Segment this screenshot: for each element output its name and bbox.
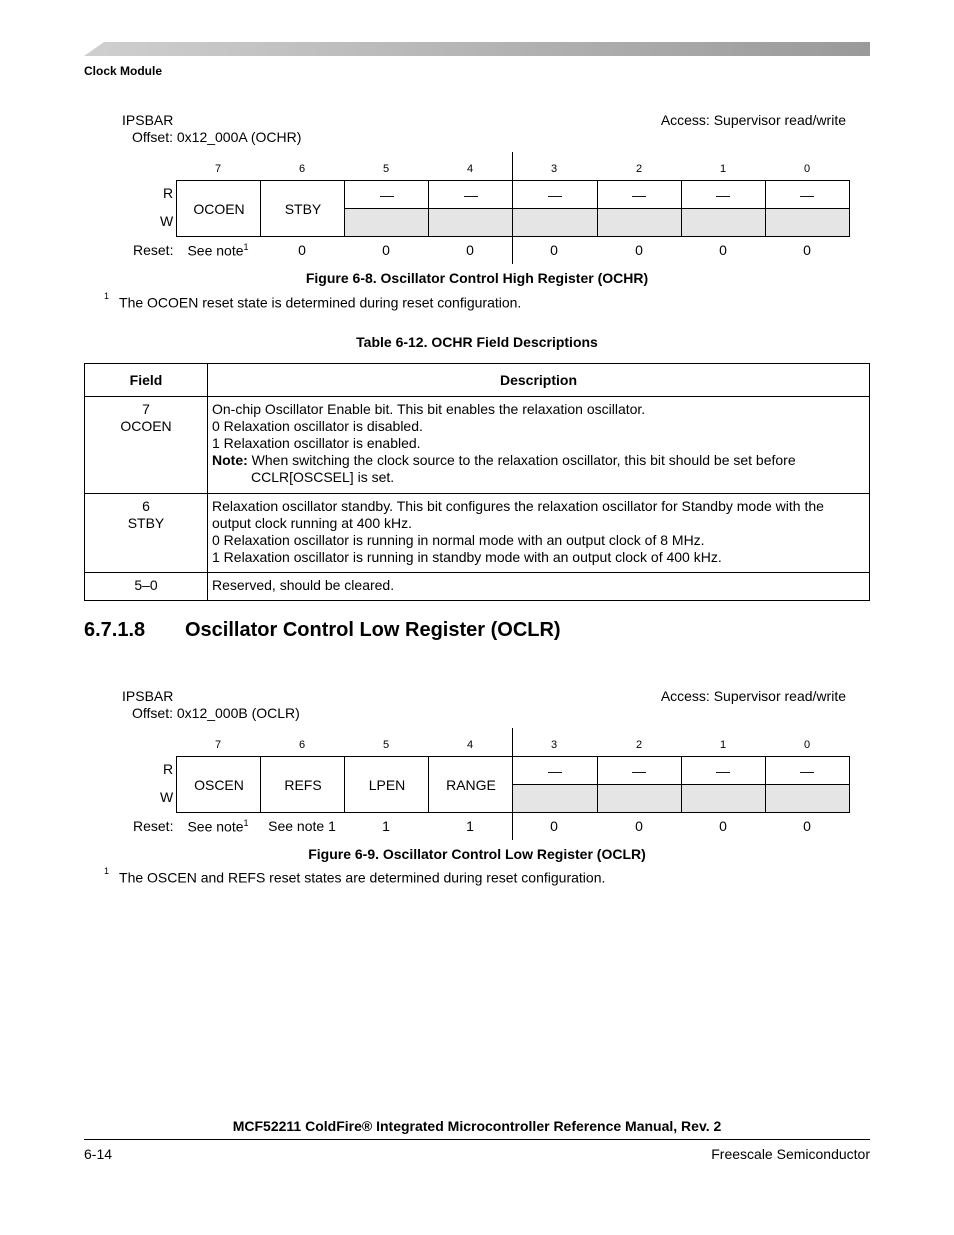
table-row: [85, 573, 870, 601]
bit-number: 6: [298, 163, 306, 175]
table-row: [85, 397, 870, 494]
column-header-field: Field: [85, 364, 208, 397]
reg-base: IPSBAR: [122, 688, 174, 704]
header-bar: [84, 42, 870, 56]
description-cell: On-chip Oscillator Enable bit. This bit enables the relaxation oscillator. 0 Relaxation oscillator is disabled. 1 Relaxation oscillator is enabled. Note: When switching the clock source to the relaxation oscillator, this bit should be set before CCLR[OSCSEL] is set.: [208, 397, 870, 494]
reg-access: Access: Supervisor read/write: [660, 112, 846, 128]
reset-value: 0: [803, 818, 811, 834]
bit-number: 0: [803, 163, 811, 175]
register-box: [176, 180, 850, 237]
description-cell: Reserved, should be cleared.: [208, 573, 870, 601]
reg-offset: Offset: 0x12_000A (OCHR): [132, 129, 302, 145]
bit-number: 1: [719, 163, 727, 175]
reg-access: Access: Supervisor read/write: [660, 688, 846, 704]
bit-number: 3: [550, 163, 558, 175]
field-lpen: LPEN: [368, 776, 406, 793]
field-refs: REFS: [284, 776, 322, 793]
field-cell: 7 OCOEN: [85, 397, 208, 494]
reset-value: 0: [550, 242, 558, 258]
reset-value: 0: [635, 242, 643, 258]
footer-rule: [84, 1139, 870, 1140]
reset-value: See note$^1$: [187, 242, 249, 259]
read-label: R: [163, 185, 174, 201]
reset-value: 0: [635, 818, 643, 834]
description-cell: Relaxation oscillator standby. This bit configures the relaxation oscillator for Standby mode with the output clock running at 400 kHz. 0 Relaxation oscillator is running in normal mode with an output clock of 8 MHz. 1 Relaxation oscillator is running in standby mode with an output clock of 400 kHz.: [208, 494, 870, 573]
field-reserved-read: —: [464, 186, 478, 203]
bit-number: 2: [635, 163, 643, 175]
write-label: W: [160, 213, 174, 229]
bit-number: 5: [382, 163, 390, 175]
field-reserved-read: —: [800, 186, 814, 203]
bit-number: 4: [466, 739, 474, 751]
figure-caption: Figure 6-9. Oscillator Control Low Register (OCLR): [308, 846, 646, 862]
read-label: R: [163, 761, 174, 777]
field-reserved-read: —: [380, 186, 394, 203]
reset-value: See note$^1$: [187, 818, 249, 835]
table-header-row: [85, 364, 870, 397]
field-reserved-read: —: [716, 762, 730, 779]
section-label: Clock Module: [84, 64, 163, 78]
field-reserved-read: —: [800, 762, 814, 779]
footer-title: MCF52211 ColdFire® Integrated Microcontroller Reference Manual, Rev. 2: [232, 1118, 722, 1134]
field-reserved-read: —: [632, 762, 646, 779]
field-reserved-read: —: [548, 186, 562, 203]
reset-value: 0: [382, 242, 390, 258]
reset-value: See note 1: [268, 818, 336, 834]
company-name: Freescale Semiconductor: [711, 1146, 870, 1162]
bit-number: 3: [550, 739, 558, 751]
footnote: $^1$ The OSCEN and REFS reset states are determined during reset configuration.: [104, 866, 606, 886]
reset-value: 0: [719, 818, 727, 834]
reset-value: 0: [466, 242, 474, 258]
section-heading: 6.7.1.8 Oscillator Control Low Register (OCLR): [84, 619, 561, 641]
field-ocoen: OCOEN: [193, 200, 245, 217]
field-reserved-read: —: [548, 762, 562, 779]
write-label: W: [160, 789, 174, 805]
reset-value: 0: [550, 818, 558, 834]
table-row: [85, 494, 870, 573]
column-header-description: Description: [208, 364, 870, 397]
figure-caption: Figure 6-8. Oscillator Control High Register (OCHR): [305, 270, 649, 286]
footnote: $^1$ The OCOEN reset state is determined during reset configuration.: [104, 291, 522, 311]
field-cell: 5–0: [85, 573, 208, 601]
bit-number: 7: [214, 163, 222, 175]
reset-label: Reset:: [133, 818, 174, 834]
reset-value: 0: [298, 242, 306, 258]
field-cell: 6 STBY: [85, 494, 208, 573]
page-number: 6-14: [84, 1146, 113, 1162]
field-reserved-read: —: [716, 186, 730, 203]
field-descriptions-table: [84, 363, 870, 601]
bit-number: 2: [635, 739, 643, 751]
reg-offset: Offset: 0x12_000B (OCLR): [132, 705, 300, 721]
register-box: [176, 756, 850, 813]
field-range: RANGE: [446, 776, 496, 793]
table-title: Table 6-12. OCHR Field Descriptions: [356, 334, 598, 350]
field-stby: STBY: [284, 200, 322, 217]
field-oscen: OSCEN: [194, 776, 244, 793]
reset-value: 1: [466, 818, 474, 834]
field-reserved-read: —: [632, 186, 646, 203]
reset-label: Reset:: [133, 242, 174, 258]
reset-value: 1: [382, 818, 390, 834]
bit-number: 1: [719, 739, 727, 751]
bit-number: 0: [803, 739, 811, 751]
reset-value: 0: [803, 242, 811, 258]
bit-number: 4: [466, 163, 474, 175]
bit-number: 6: [298, 739, 306, 751]
reg-base: IPSBAR: [122, 112, 174, 128]
bit-number: 7: [214, 739, 222, 751]
reset-value: 0: [719, 242, 727, 258]
bit-number: 5: [382, 739, 390, 751]
